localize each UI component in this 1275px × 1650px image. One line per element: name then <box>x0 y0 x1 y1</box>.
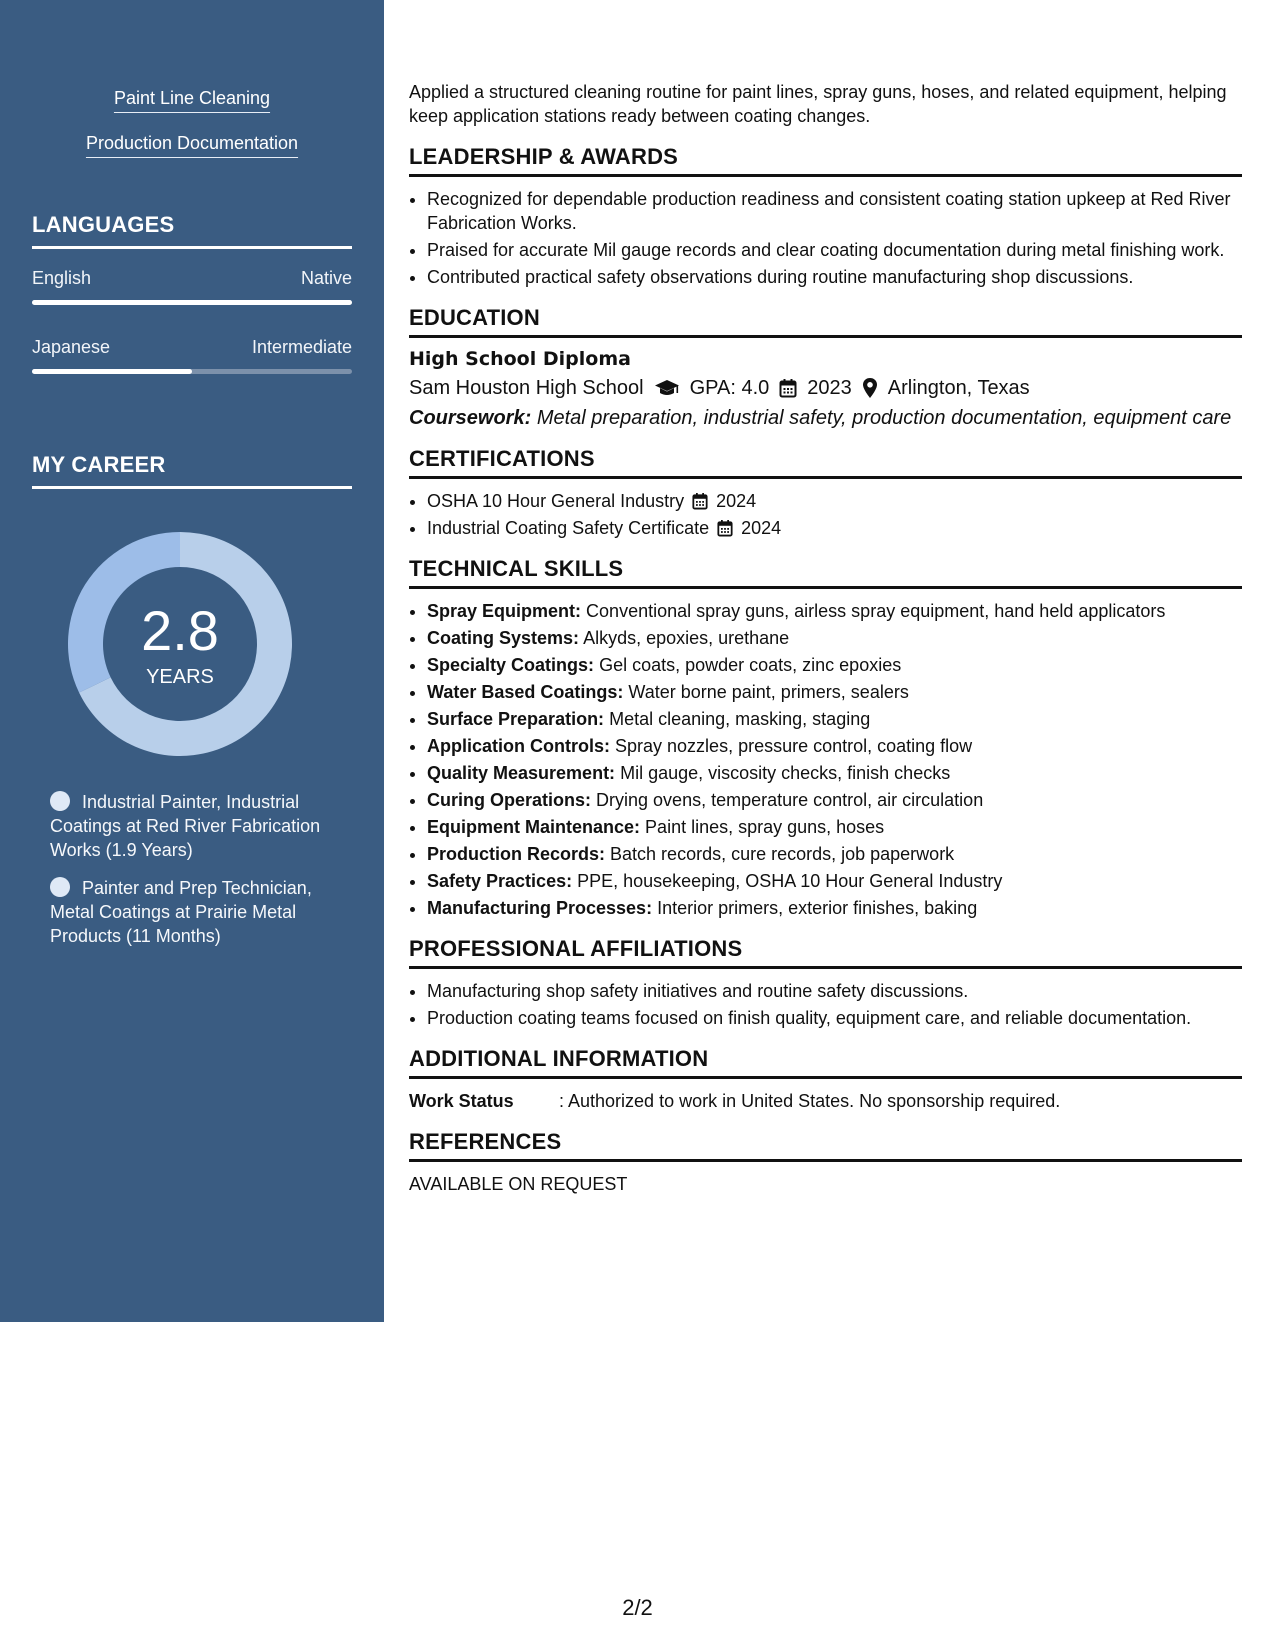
section-title-certifications: CERTIFICATIONS <box>409 446 1242 479</box>
education-location: Arlington, Texas <box>887 377 1030 399</box>
section-title-references: REFERENCES <box>409 1129 1242 1162</box>
education-gpa: GPA: 4.0 <box>689 377 770 399</box>
legend-dot-icon <box>50 791 70 811</box>
page-number: 2/2 <box>622 1595 653 1620</box>
language-bar-english <box>32 300 352 305</box>
calendar-icon <box>717 519 733 537</box>
language-name: English <box>32 268 92 288</box>
skill-value: Water borne paint, primers, sealers <box>628 682 909 702</box>
career-donut-chart <box>66 530 294 758</box>
skill-label: Quality Measurement: <box>427 763 616 783</box>
skill-item <box>427 869 1242 893</box>
skill-label: Curing Operations: <box>427 790 592 810</box>
skill-value: PPE, housekeeping, OSHA 10 Hour General Industry <box>577 871 1003 891</box>
skill-label: Coating Systems: <box>427 628 580 648</box>
skill-value: Interior primers, exterior finishes, baking <box>657 898 978 918</box>
languages-heading: LANGUAGES <box>32 212 352 249</box>
references-text: AVAILABLE ON REQUEST <box>409 1174 628 1194</box>
skill-value: Gel coats, powder coats, zinc epoxies <box>599 655 902 675</box>
work-status-row <box>409 1089 1242 1113</box>
section-title-affiliations: PROFESSIONAL AFFILIATIONS <box>409 936 1242 969</box>
skill-value: Mil gauge, viscosity checks, finish checks <box>620 763 951 783</box>
affiliations-list <box>409 979 1242 1030</box>
career-total-unit: YEARS <box>146 666 214 688</box>
graduation-cap-icon <box>654 378 680 398</box>
skill-value: Spray nozzles, pressure control, coating flow <box>615 736 973 756</box>
career-total-value: 2.8 <box>141 599 219 662</box>
section-title-skills: TECHNICAL SKILLS <box>409 556 1242 589</box>
skill-item <box>427 626 1242 650</box>
legend-dot-icon <box>50 877 70 897</box>
skill-link-production-documentation[interactable] <box>0 133 384 154</box>
list-item: • Recognized for dependable production readiness and consistent coating station upkeep at Red River Fabrication Works. <box>427 187 1242 235</box>
work-status-label: Work Status <box>409 1091 514 1111</box>
education-degree: High School Diploma <box>409 348 631 370</box>
skill-label: Production Records: <box>427 844 606 864</box>
skill-item <box>427 788 1242 812</box>
list-item <box>427 516 1242 540</box>
list-item: • Praised for accurate Mil gauge records and clear coating documentation during metal finishing work. <box>427 238 1242 262</box>
calendar-icon <box>779 378 797 398</box>
education-school: Sam Houston High School <box>409 377 644 399</box>
career-legend-item <box>50 790 340 862</box>
sidebar <box>0 0 384 1322</box>
certification-year: 2024 <box>716 491 757 511</box>
certification-name: • Industrial Coating Safety Certificate <box>427 518 710 538</box>
main-content <box>409 80 1242 1196</box>
career-legend-item <box>50 876 340 948</box>
skill-value: Metal cleaning, masking, staging <box>609 709 871 729</box>
list-item: • Production coating teams focused on finish quality, equipment care, and reliable documentation. <box>427 1006 1242 1030</box>
education-coursework <box>409 406 1242 430</box>
skill-item <box>427 842 1242 866</box>
section-title-additional: ADDITIONAL INFORMATION <box>409 1046 1242 1079</box>
skill-value: Paint lines, spray guns, hoses <box>645 817 885 837</box>
skill-item <box>427 680 1242 704</box>
language-bar-fill <box>32 369 192 374</box>
language-bar-fill <box>32 300 352 305</box>
skill-item <box>427 707 1242 731</box>
skill-label: Equipment Maintenance: <box>427 817 641 837</box>
language-bar-japanese <box>32 369 352 374</box>
skill-label: Surface Preparation: <box>427 709 605 729</box>
career-legend-label: Industrial Painter, Industrial Coatings at Red River Fabrication Works (1.9 Years) <box>50 792 321 860</box>
language-name: Japanese <box>32 337 111 357</box>
calendar-icon <box>692 492 708 510</box>
skill-label: Safety Practices: <box>427 871 573 891</box>
career-legend <box>50 790 340 962</box>
education-details <box>409 374 1242 402</box>
skill-label: Water Based Coatings: <box>427 682 624 702</box>
skill-value: Conventional spray guns, airless spray equipment, hand held applicators <box>586 601 1166 621</box>
skill-item <box>427 815 1242 839</box>
skill-value: Drying ovens, temperature control, air circulation <box>596 790 984 810</box>
skill-label: Specialty Coatings: <box>427 655 595 675</box>
skill-label: Spray Equipment: <box>427 601 582 621</box>
location-pin-icon <box>862 377 878 399</box>
language-level: Intermediate <box>251 337 352 357</box>
skill-item <box>427 761 1242 785</box>
skills-list <box>409 599 1242 920</box>
education-year: 2023 <box>807 377 852 399</box>
certifications-list <box>409 489 1242 540</box>
leadership-list <box>409 187 1242 289</box>
skill-item <box>427 653 1242 677</box>
section-title-leadership: LEADERSHIP & AWARDS <box>409 144 1242 177</box>
skill-label: Application Controls: <box>427 736 610 756</box>
skill-link-paint-line-cleaning[interactable] <box>0 88 384 109</box>
skill-value: Alkyds, epoxies, urethane <box>583 628 790 648</box>
skill-link-label[interactable]: Paint Line Cleaning <box>113 88 271 108</box>
skill-link-label[interactable]: Production Documentation <box>85 133 299 153</box>
list-item: • Manufacturing shop safety initiatives and routine safety discussions. <box>427 979 1242 1003</box>
language-row-english <box>32 268 352 289</box>
career-legend-label: Painter and Prep Technician, Metal Coatings at Prairie Metal Products (11 Months) <box>50 878 312 946</box>
skill-item <box>427 734 1242 758</box>
section-title-education: EDUCATION <box>409 305 1242 338</box>
career-heading: MY CAREER <box>32 452 352 489</box>
skill-label: Manufacturing Processes: <box>427 898 653 918</box>
list-item: • Contributed practical safety observations during routine manufacturing shop discussions. <box>427 265 1242 289</box>
coursework-text: Metal preparation, industrial safety, production documentation, equipment care <box>536 407 1232 429</box>
coursework-label: Coursework: <box>409 407 532 429</box>
language-level: Native <box>300 268 352 288</box>
work-status-value: : Authorized to work in United States. No sponsorship required. <box>559 1091 1061 1111</box>
language-row-japanese <box>32 337 352 358</box>
skill-item <box>427 599 1242 623</box>
intro-paragraph: Applied a structured cleaning routine for paint lines, spray guns, hoses, and related equipment, helping keep application stations ready between coating changes. <box>409 82 1227 126</box>
skill-item <box>427 896 1242 920</box>
skill-value: Batch records, cure records, job paperwork <box>610 844 955 864</box>
certification-year: 2024 <box>741 518 782 538</box>
list-item <box>427 489 1242 513</box>
certification-name: • OSHA 10 Hour General Industry <box>427 491 685 511</box>
